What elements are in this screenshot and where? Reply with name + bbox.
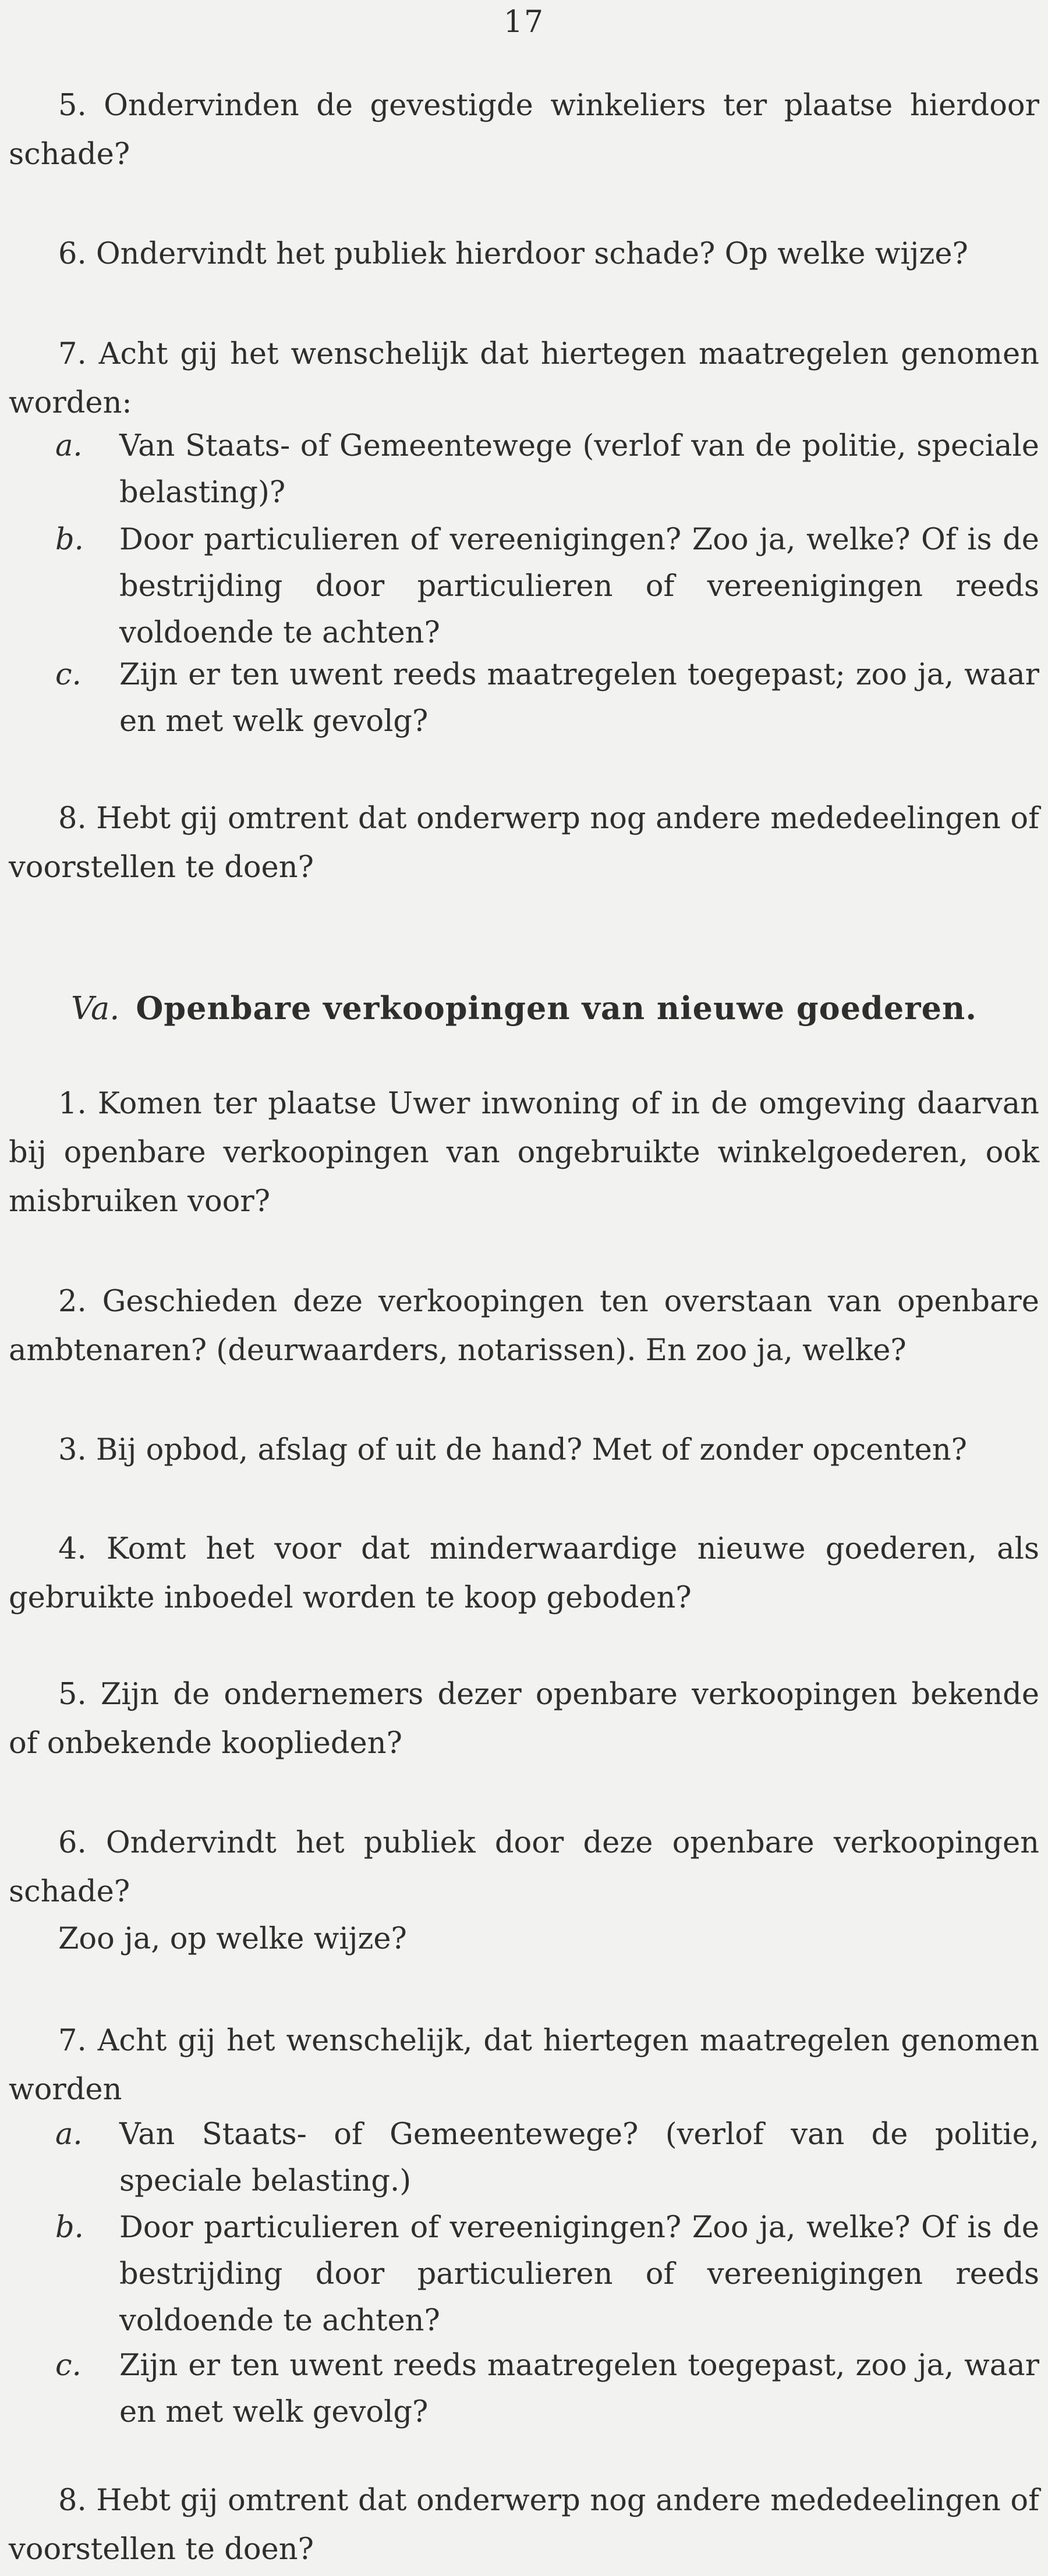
- item-text: Door particulieren of vereenigingen? Zoo ja, welke? Of is de bestrijding door particulieren of vereenigingen reeds voldoende te achten?: [119, 2210, 1039, 2338]
- item-letter: c.: [55, 2348, 82, 2383]
- va-question-7-item-a: [55, 2112, 1039, 2205]
- va-question-1: 1. Komen ter plaatse Uwer inwoning of in de omgeving daarvan bij openbare verkoopingen van ongebruikte winkelgoederen, ook misbruiken voor?: [9, 1087, 1039, 1219]
- question-8: 8. Hebt gij omtrent dat onderwerp nog andere mededeelingen of voorstellen te doen?: [9, 801, 1039, 885]
- va-question-2: 2. Geschieden deze verkoopingen ten overstaan van openbare ambtenaren? (deurwaarders, notarissen). En zoo ja, welke?: [9, 1285, 1039, 1368]
- va-question-4: 4. Komt het voor dat minderwaardige nieuwe goederen, als gebruikte inboedel worden te koop geboden?: [9, 1532, 1039, 1615]
- va-question-6: 6. Ondervindt het publiek door deze openbare verkoopingen schade?: [9, 1826, 1039, 1909]
- va-question-7: 7. Acht gij het wenschelijk, dat hiertegen maatregelen genomen worden: [9, 2024, 1039, 2107]
- item-letter: c.: [55, 658, 82, 692]
- page-number: 17: [503, 5, 545, 40]
- question-7: 7. Acht gij het wenschelijk dat hiertegen maatregelen genomen worden:: [9, 337, 1039, 420]
- item-text: Door particulieren of vereenigingen? Zoo ja, welke? Of is de bestrijding door particulieren of vereenigingen reeds voldoende te achten?: [119, 523, 1039, 650]
- item-letter: a.: [55, 429, 83, 463]
- va-question-7-item-c: [55, 2343, 1039, 2436]
- item-letter: b.: [55, 523, 84, 557]
- question-5: 5. Ondervinden de gevestigde winkeliers ter plaatse hierdoor schade?: [9, 88, 1039, 172]
- question-7-item-c: [55, 652, 1039, 745]
- question-7-item-a: [55, 423, 1039, 516]
- question-7-item-b: [55, 517, 1039, 657]
- va-question-3: 3. Bij opbod, afslag of uit de hand? Met of zonder opcenten?: [58, 1433, 968, 1467]
- section-heading: [0, 984, 1048, 1033]
- item-text: Zijn er ten uwent reeds maatregelen toegepast, zoo ja, waar en met welk gevolg?: [119, 2348, 1039, 2429]
- va-question-5: 5. Zijn de ondernemers dezer openbare verkoopingen bekende of onbekende kooplieden?: [9, 1677, 1039, 1761]
- item-text: Zijn er ten uwent reeds maatregelen toegepast; zoo ja, waar en met welk gevolg?: [119, 658, 1039, 739]
- item-letter: b.: [55, 2210, 84, 2245]
- item-text: Van Staats- of Gemeentewege (verlof van de politie, speciale belasting)?: [119, 429, 1039, 510]
- item-letter: a.: [55, 2117, 83, 2152]
- question-6: 6. Ondervindt het publiek hierdoor schade? Op welke wijze?: [58, 237, 968, 271]
- va-question-7-item-b: [55, 2205, 1039, 2344]
- item-text: Van Staats- of Gemeentewege? (verlof van de politie, speciale belasting.): [119, 2117, 1039, 2198]
- section-number: Va.: [70, 990, 120, 1027]
- va-question-6-followup: Zoo ja, op welke wijze?: [58, 1922, 407, 1956]
- va-question-8: 8. Hebt gij omtrent dat onderwerp nog andere mededeelingen of voorstellen te doen?: [9, 2483, 1039, 2567]
- section-title: Openbare verkoopingen van nieuwe goederen.: [136, 989, 978, 1027]
